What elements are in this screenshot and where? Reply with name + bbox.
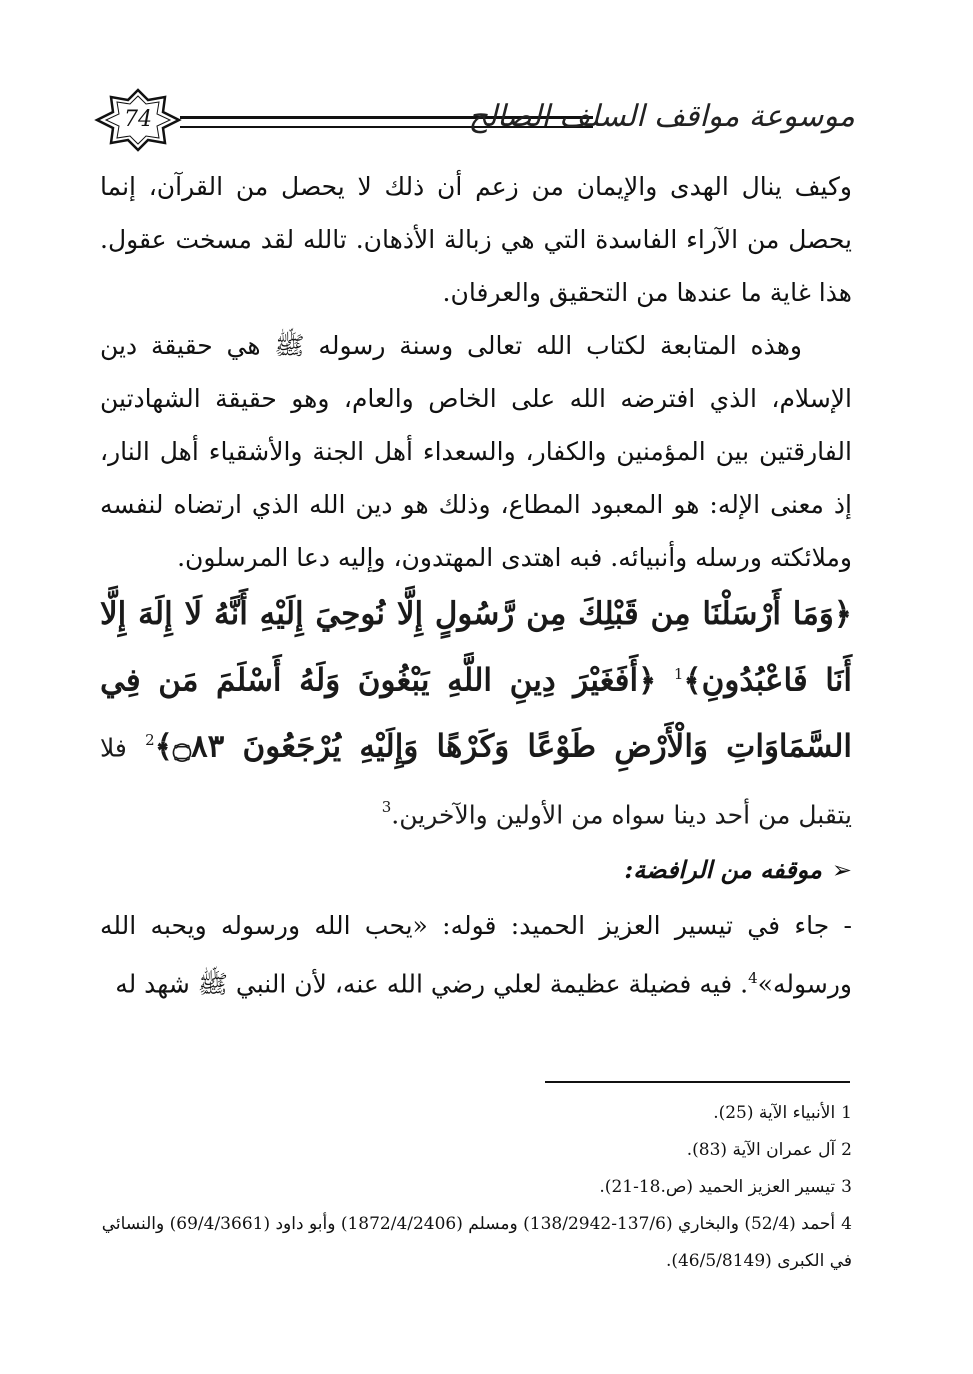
- footnote-separator: [545, 1081, 850, 1083]
- footnote-number: 3: [841, 1177, 852, 1197]
- footnote-number: 2: [841, 1140, 852, 1160]
- footnotes: [100, 1095, 852, 1280]
- page-number-badge: [95, 88, 181, 152]
- footnote-number: 4: [841, 1214, 852, 1234]
- paragraph-1: وكيف ينال الهدى والإيمان من زعم أن ذلك لا يحصل من القرآن، إنما يحصل من الآراء الفاسدة التي هي زبالة الأذهان. تالله لقد مسخت عقول. هذا غاية ما عندها من التحقيق والعرفان.: [100, 172, 852, 307]
- page-number: 74: [124, 107, 152, 132]
- main-text: [100, 160, 852, 1010]
- page-header: [95, 88, 855, 158]
- quran-verses: [100, 584, 852, 843]
- footnote-ref-4[interactable]: 4: [748, 968, 758, 987]
- footnote-text: تيسير العزيز الحميد (ص.18-21).: [599, 1177, 836, 1197]
- paragraph-3-part-a: - جاء في تيسير العزيز الحميد: قوله: «يحب الله ورسوله ويحبه الله ورسوله»: [100, 910, 852, 999]
- footnote-number: 1: [841, 1103, 852, 1123]
- verse-anbiya: ﴿وَمَا أَرْسَلْنَا مِن قَبْلِكَ مِن رَّسُولٍ إِلَّا نُوحِيَ إِلَيْهِ أَنَّهُ لَا إِلَهَ إِلَّا أَنَا فَاعْبُدُونِ﴾: [100, 596, 852, 699]
- footnote-3: [100, 1169, 852, 1206]
- footnote-ref-1[interactable]: 1: [673, 665, 684, 683]
- section-heading-text: موقفه من الرافضة:: [624, 854, 822, 884]
- footnote-2: [100, 1132, 852, 1169]
- section-heading: [100, 845, 852, 895]
- footnote-text: آل عمران الآية (83).: [686, 1140, 836, 1160]
- footnote-text: الأنبياء الآية (25).: [713, 1103, 836, 1123]
- footnote-1: [100, 1095, 852, 1132]
- footnote-text: أحمد (52/4) والبخاري (137/6-138/2942) ومسلم (1872/4/2406) وأبو داود (69/4/3661) والنسائي في الكبرى (46/5/8149).: [101, 1214, 852, 1271]
- paragraph-3-part-b: . فيه فضيلة عظيمة لعلي رضي الله عنه، لأن النبي ﷺ شهد له: [115, 969, 749, 999]
- paragraph-2: وهذه المتابعة لكتاب الله تعالى وسنة رسوله ﷺ هي حقيقة دين الإسلام، الذي افترضه الله على الخاص والعام، وهو حقيقة الشهادتين الفارقتين بين المؤمنين والكفار، والسعداء أهل الجنة والأشقياء أهل النار، إذ معنى الإله: هو المعبود المطاع، وذلك هو دين الله الذي ارتضاه لنفسه وملائكته ورسله وأنبيائه. فبه اهتدى المهتدون، وإليه دعا المرسلون.: [100, 331, 852, 572]
- paragraph-3: [100, 899, 852, 1010]
- verse-al-imran: ﴿أَفَغَيْرَ دِينِ اللَّهِ يَبْغُونَ وَلَهُ أَسْلَمَ مَن فِي السَّمَاوَاتِ وَالْأَرْضِ طَوْعًا وَكَرْهًا وَإِلَيْهِ يُرْجَعُونَ ۝٨٣﴾: [100, 662, 853, 765]
- footnote-4: [100, 1206, 852, 1280]
- arrow-icon: ➢: [831, 855, 852, 884]
- footnote-ref-3[interactable]: 3: [381, 797, 392, 816]
- footnote-ref-2[interactable]: 2: [145, 731, 155, 750]
- book-title: موسوعة مواقف السلف الصالح: [468, 99, 855, 134]
- after-verse-text: فلا يتقبل من أحد دينا سواه من الأولين والآخرين.: [100, 733, 852, 829]
